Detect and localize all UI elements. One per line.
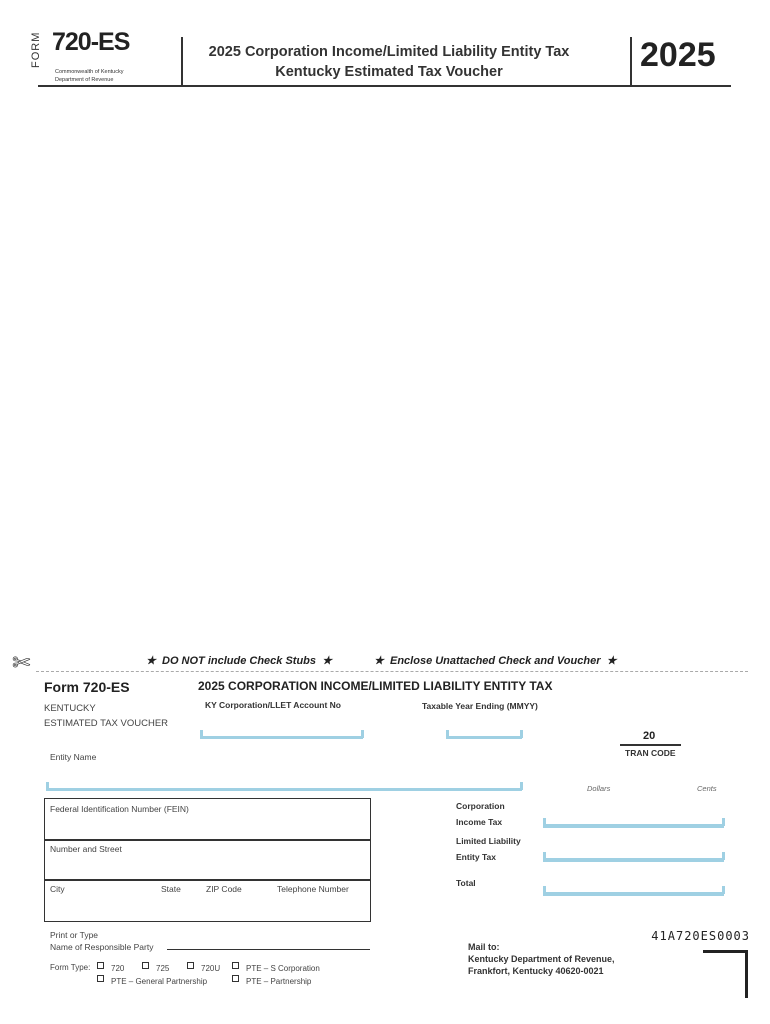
mail-to-label: Mail to: <box>468 942 500 952</box>
cents-label: Cents <box>697 784 717 793</box>
print-type-label: Print or Type <box>50 930 99 940</box>
total-label: Total <box>456 878 476 888</box>
state-label: State <box>161 884 181 894</box>
voucher-state: KENTUCKY <box>44 703 96 714</box>
account-number-field[interactable] <box>200 736 363 739</box>
form-type-label: Form Type: <box>50 963 91 972</box>
account-number-label: KY Corporation/LLET Account No <box>205 700 341 710</box>
star-icon: ★ <box>374 655 384 667</box>
header-divider-right <box>630 37 632 85</box>
total-amount-field[interactable] <box>543 892 724 896</box>
header-title-line-2: Kentucky Estimated Tax Voucher <box>275 64 503 80</box>
form-type-pte-s-corp-label: PTE – S Corporation <box>246 964 320 973</box>
form-type-pte-s-corp-checkbox[interactable] <box>232 962 239 969</box>
notice-check-stubs <box>146 654 332 667</box>
scan-code: 41A720ES0003 <box>651 929 750 943</box>
field-tick <box>46 782 49 790</box>
field-tick <box>543 852 546 860</box>
field-tick <box>200 730 203 738</box>
form-label-vertical: FORM <box>30 31 42 68</box>
field-tick <box>543 818 546 826</box>
form-type-725-checkbox[interactable] <box>142 962 149 969</box>
notice-enclose-check-text: Enclose Unattached Check and Voucher <box>390 655 601 667</box>
form-type-pte-partnership-label: PTE – Partnership <box>246 977 312 986</box>
field-tick <box>520 730 523 738</box>
field-tick <box>543 886 546 894</box>
city-state-zip-field[interactable] <box>44 880 371 922</box>
dollars-label: Dollars <box>587 784 611 793</box>
llet-label-1: Limited Liability <box>456 836 521 846</box>
llet-amount-field[interactable] <box>543 858 724 862</box>
tran-code-label: TRAN CODE <box>625 748 676 758</box>
voucher-form-label: Form 720-ES <box>44 679 130 695</box>
star-icon: ★ <box>322 655 333 667</box>
star-icon: ★ <box>606 655 617 667</box>
corp-tax-label-2: Income Tax <box>456 817 503 827</box>
entity-name-field[interactable] <box>46 788 522 791</box>
field-tick <box>722 886 725 894</box>
phone-label: Telephone Number <box>277 884 349 894</box>
street-field[interactable] <box>44 840 371 879</box>
field-tick <box>722 852 725 860</box>
mail-address-line-1: Kentucky Department of Revenue, <box>468 954 615 964</box>
notice-enclose-check <box>374 654 616 667</box>
voucher-title: 2025 CORPORATION INCOME/LIMITED LIABILITY ENTITY TAX <box>198 679 553 693</box>
header-title-line-1: 2025 Corporation Income/Limited Liability Entity Tax <box>208 44 570 60</box>
form-type-720-label: 720 <box>111 964 125 973</box>
agency-line-2: Department of Revenue <box>55 77 114 83</box>
form-type-pte-general-partnership-checkbox[interactable] <box>97 975 104 982</box>
scissors-icon: ✄ <box>12 650 31 675</box>
year-prefix: 20 <box>643 730 656 742</box>
fein-label: Federal Identification Number (FEIN) <box>50 804 189 814</box>
corner-mark <box>745 950 748 998</box>
fein-field[interactable] <box>44 798 371 839</box>
corner-mark <box>703 950 748 953</box>
city-label: City <box>50 884 65 894</box>
agency-line-1: Commonwealth of Kentucky <box>55 69 124 75</box>
field-tick <box>722 818 725 826</box>
taxable-year-field[interactable] <box>446 736 522 739</box>
field-tick <box>520 782 523 790</box>
mail-address-line-2: Frankfort, Kentucky 40620-0021 <box>468 966 604 976</box>
taxable-year-label: Taxable Year Ending (MMYY) <box>422 701 538 711</box>
header-divider-left <box>181 37 183 85</box>
field-tick <box>361 730 364 738</box>
form-type-725-label: 725 <box>156 964 170 973</box>
street-label: Number and Street <box>50 844 122 854</box>
form-type-pte-partnership-checkbox[interactable] <box>232 975 239 982</box>
voucher-type: ESTIMATED TAX VOUCHER <box>44 718 169 729</box>
header-year: 2025 <box>640 36 716 74</box>
responsible-party-field[interactable] <box>167 949 370 950</box>
field-tick <box>446 730 449 738</box>
header-rule <box>38 85 731 87</box>
form-type-720-checkbox[interactable] <box>97 962 104 969</box>
entity-name-label: Entity Name <box>50 752 97 762</box>
tran-code-rule <box>620 744 681 746</box>
form-type-pte-general-partnership-label: PTE – General Partnership <box>111 977 208 986</box>
llet-label-2: Entity Tax <box>456 852 496 862</box>
form-type-720u-label: 720U <box>201 964 221 973</box>
zip-label: ZIP Code <box>206 884 242 894</box>
notice-check-stubs-text: DO NOT include Check Stubs <box>162 655 317 667</box>
form-number: 720-ES <box>52 28 130 56</box>
form-type-720u-checkbox[interactable] <box>187 962 194 969</box>
cut-line <box>36 671 748 672</box>
star-icon: ★ <box>146 655 156 667</box>
corp-tax-label-1: Corporation <box>456 801 505 811</box>
corp-tax-amount-field[interactable] <box>543 824 724 828</box>
responsible-party-label: Name of Responsible Party <box>50 942 154 952</box>
